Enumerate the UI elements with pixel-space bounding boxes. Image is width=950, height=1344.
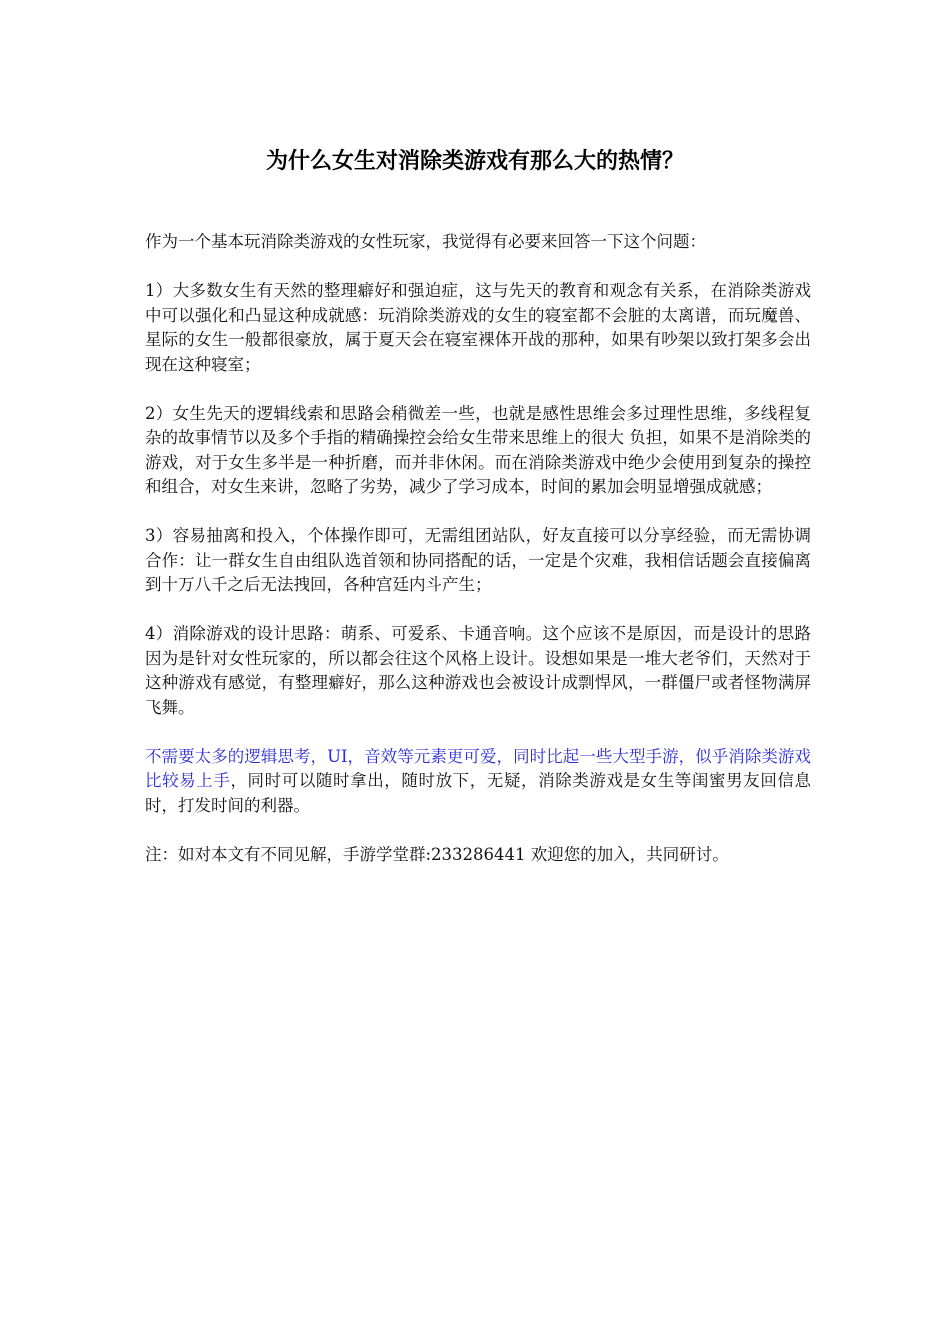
page-title: 为什么女生对消除类游戏有那么大的热情？ bbox=[265, 149, 684, 174]
article-body bbox=[145, 230, 811, 892]
summary-rest: ，同时可以随时拿出，随时放下，无疑，消除类游戏是女生等闺蜜男友回信息时，打发时间的利器。 bbox=[145, 771, 812, 815]
intro-paragraph: 作为一个基本玩消除类游戏的女性玩家，我觉得有必要来回答一下这个问题： bbox=[145, 232, 706, 251]
point-4-paragraph: 4）消除游戏的设计思路：萌系、可爱系、卡通音响。这个应该不是原因，而是设计的思路因为是针对女性玩家的，所以都会往这个风格上设计。设想如果是一堆大老爷们，天然对于这种游戏有感觉，有整理癖好，那么这种游戏也会被设计成剽悍风，一群僵尸或者怪物满屏飞舞。 bbox=[145, 624, 811, 717]
summary-paragraph bbox=[145, 745, 811, 819]
point-1-paragraph: 1）大多数女生有天然的整理癖好和强迫症，这与先天的教育和观念有关系，在消除类游戏中可以强化和凸显这种成就感：玩消除类游戏的女生的寝室都不会脏的太离谱，而玩魔兽、星际的女生一般都很豪放，属于夏天会在寝室裸体开战的那种，如果有吵架以致打架多会出现在这种寝室； bbox=[145, 281, 811, 374]
point-3-paragraph: 3）容易抽离和投入，个体操作即可，无需组团站队，好友直接可以分享经验，而无需协调合作：让一群女生自由组队选首领和协同搭配的话，一定是个灾难，我相信话题会直接偏离到十万八千之后无法拽回，各种宫廷内斗产生； bbox=[145, 526, 811, 594]
note-paragraph: 注：如对本文有不同见解，手游学堂群:233286441 欢迎您的加入，共同研讨。 bbox=[145, 844, 729, 864]
summary-highlight: 不需要太多的逻辑思考，UI，音效等元素更可爱，同时比起一些大型手游，似乎消除类游戏比较易上手 bbox=[145, 746, 811, 790]
point-2-paragraph: 2）女生先天的逻辑线索和思路会稍微差一些，也就是感性思维会多过理性思维，多线程复杂的故事情节以及多个手指的精确操控会给女生带来思维上的很大 负担，如果不是消除类的游戏，对于女生多半是一种折磨，而并非休闲。而在消除类游戏中绝少会使用到复杂的操控和组合，对女生来讲，忽略了劣势，减少了学习成本，时间的累加会明显增强成就感； bbox=[145, 403, 811, 496]
